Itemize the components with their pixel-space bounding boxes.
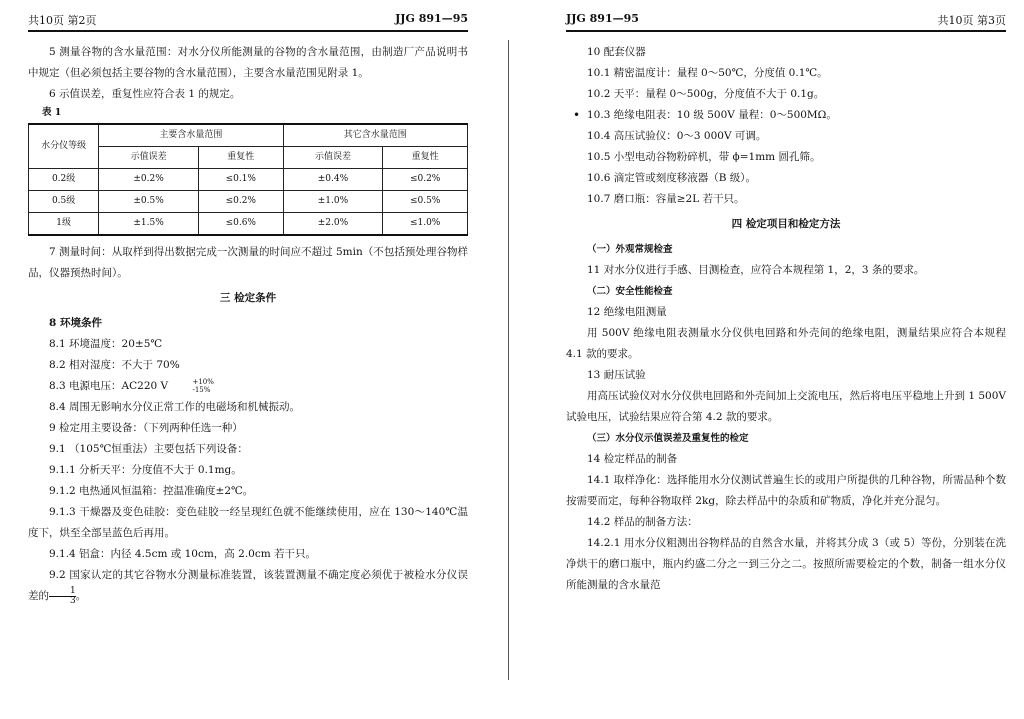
clause-10: 10 配套仪器: [587, 46, 646, 58]
clause-13: 13 耐压试验: [587, 369, 646, 381]
right-page: [566, 0, 1006, 719]
clause-10-3-text: 10.3 绝缘电阻表：10 级 500V 量程：0～500MΩ。: [587, 109, 837, 121]
clause-9-1-2: 9.1.2 电热通风恒温箱：控温准确度±2℃。: [49, 485, 254, 497]
table-header-main-repeat: 重复性: [198, 147, 283, 169]
section-3-title: 三 检定条件: [219, 292, 277, 304]
clause-7: 7 测量时间：从取样到得出数据完成一次测量的时间应不超过 5min（不包括预处理谷物样品，仪器预热时间）。: [28, 246, 468, 279]
clause-9-1-4: 9.1.4 铝盒：内径 4.5cm 或 10cm，高 2.0cm 若干只。: [49, 548, 317, 560]
table-cell-main-error: ±1.5%: [99, 213, 199, 236]
clause-8: 8 环境条件: [49, 317, 102, 329]
clause-9-1: 9.1 （105℃恒重法）主要包括下列设备：: [49, 443, 248, 455]
table-1-caption: 表 1: [42, 107, 62, 118]
table-cell-main-repeat: ≤0.2%: [198, 191, 283, 213]
table-header-other-range: 其它含水量范围: [283, 124, 467, 147]
left-header-standard-code: JJG 891—95: [395, 12, 468, 25]
clause-9-2-end: 。: [75, 590, 87, 602]
clause-9: 9 检定用主要设备：（下列两种任选一种）: [49, 422, 243, 434]
clause-10-2: 10.2 天平：量程 0～500g，分度值不大于 0.1g。: [587, 88, 825, 100]
clause-9-1-1: 9.1.1 分析天平：分度值不大于 0.1mg。: [49, 464, 242, 476]
table-cell-main-error: ±0.5%: [99, 191, 199, 213]
table-header-main-range: 主要含水量范围: [99, 124, 283, 147]
voltage-tolerance-upper: +10%: [192, 378, 214, 386]
right-header-rule: [566, 30, 1006, 32]
subsection-1-title: （一）外观常规检查: [587, 244, 673, 255]
table-cell-other-repeat: ≤0.5%: [383, 191, 468, 213]
clause-9-2-text: 9.2 国家认定的其它谷物水分测量标准装置，该装置测量不确定度必须优于被检水分仪误差的: [28, 569, 468, 602]
clause-5: 5 测量谷物的含水量范围：对水分仪所能测量的谷物的含水量范围，由制造厂产品说明书中规定（但必须包括主要谷物的含水量范围），主要含水量范围见附录 1。: [28, 46, 468, 79]
table-cell-other-error: ±0.4%: [283, 169, 383, 191]
left-page-body: [28, 42, 468, 607]
clause-6: 6 示值误差，重复性应符合表 1 的规定。: [49, 88, 241, 100]
clause-10-4: 10.4 高压试验仪：0～3 000V 可调。: [587, 130, 767, 142]
right-header-page-count: 共10页 第3页: [937, 14, 1006, 27]
clause-8-4: 8.4 周围无影响水分仪正常工作的电磁场和机械振动。: [49, 401, 301, 413]
right-page-body: [566, 42, 1006, 596]
voltage-tolerance-lower: -15%: [192, 386, 211, 394]
clause-12: 12 绝缘电阻测量: [587, 306, 667, 318]
table-header-other-repeat: 重复性: [383, 147, 468, 169]
clause-14: 14 检定样品的制备: [587, 453, 678, 465]
fraction-numerator: 1: [49, 587, 76, 597]
section-4-title: 四 检定项目和检定方法: [731, 218, 841, 230]
clause-8-2: 8.2 相对湿度：不大于 70%: [49, 359, 180, 371]
right-page-header: [566, 8, 1006, 30]
clause-10-3: [566, 105, 1006, 126]
page-divider: [508, 40, 509, 680]
margin-dot-icon: •: [573, 108, 581, 122]
table-cell-main-repeat: ≤0.6%: [198, 213, 283, 236]
clause-10-6: 10.6 滴定管或刻度移液器（B 级）。: [587, 172, 757, 184]
table-header-other-error: 示值误差: [283, 147, 383, 169]
clause-9-1-3: 9.1.3 干燥器及变色硅胶：变色硅胶一经呈现红色就不能继续使用，应在 130～140℃温度下，烘至全部呈蓝色后再用。: [28, 506, 469, 539]
table-cell-grade: 0.2级: [29, 169, 99, 191]
table-cell-grade: 0.5级: [29, 191, 99, 213]
table-cell-main-error: ±0.2%: [99, 169, 199, 191]
clause-10-5: 10.5 小型电动谷物粉碎机，带 ϕ=1mm 圆孔筛。: [587, 151, 821, 163]
left-header-page-count: 共10页 第2页: [28, 14, 97, 27]
clause-14-1: 14.1 取样净化：选择能用水分仪测试普遍生长的或用户所提供的几种谷物，所需品种个数按需要而定，每种谷物取样 2kg，除去样品中的杂质和矿物质，净化并充分混匀。: [566, 474, 1006, 507]
clause-11: 11 对水分仪进行手感、目测检查，应符合本规程第 1，2，3 条的要求。: [587, 264, 925, 276]
clause-13-body: 用高压试验仪对水分仪供电回路和外壳间加上交流电压，然后将电压平稳地上升到 1 500V 试验电压，试验结果应符合第 4.2 款的要求。: [566, 390, 1006, 423]
table-cell-other-repeat: ≤1.0%: [383, 213, 468, 236]
one-third-fraction: [49, 587, 76, 606]
subsection-2-title: （二）安全性能检查: [587, 286, 673, 297]
left-page: [28, 0, 468, 719]
table-header-grade: 水分仪等级: [29, 124, 99, 169]
table-cell-main-repeat: ≤0.1%: [198, 169, 283, 191]
fraction-denominator: 3: [70, 595, 76, 606]
clause-8-3: [28, 376, 468, 397]
voltage-tolerance: [171, 378, 213, 394]
clause-10-1: 10.1 精密温度计：量程 0～50℃，分度值 0.1℃。: [587, 67, 828, 79]
clause-12-body: 用 500V 绝缘电阻表测量水分仪供电回路和外壳间的绝缘电阻，测量结果应符合本规程 4.1 款的要求。: [566, 327, 1006, 360]
table-cell-grade: 1级: [29, 213, 99, 236]
clause-14-2: 14.2 样品的制备方法：: [587, 516, 698, 528]
clause-8-1: 8.1 环境温度：20±5℃: [49, 338, 163, 350]
table-cell-other-repeat: ≤0.2%: [383, 169, 468, 191]
left-header-rule: [28, 30, 468, 32]
left-page-header: [28, 8, 468, 30]
subsection-3-title: （三）水分仪示值误差及重复性的检定: [587, 433, 749, 444]
table-row: [29, 191, 468, 213]
clause-9-2: [28, 565, 468, 607]
clause-14-2-1: 14.2.1 用水分仪粗测出谷物样品的自然含水量，并将其分成 3（或 5）等份，分别装在洗净烘干的磨口瓶中，瓶内约盛二分之一到三分之二。按照所需要检定的个数，制备一组水分仪所能测量的含水量范: [566, 537, 1006, 591]
table-cell-other-error: ±2.0%: [283, 213, 383, 236]
clause-8-3-text: 8.3 电源电压：AC220 V: [49, 380, 169, 392]
right-header-standard-code: JJG 891—95: [566, 12, 639, 25]
table-row: [29, 169, 468, 191]
table-cell-other-error: ±1.0%: [283, 191, 383, 213]
clause-10-7: 10.7 磨口瓶：容量≥2L 若干只。: [587, 193, 745, 205]
table-1: [28, 123, 468, 236]
table-row: [29, 213, 468, 236]
table-header-main-error: 示值误差: [99, 147, 199, 169]
